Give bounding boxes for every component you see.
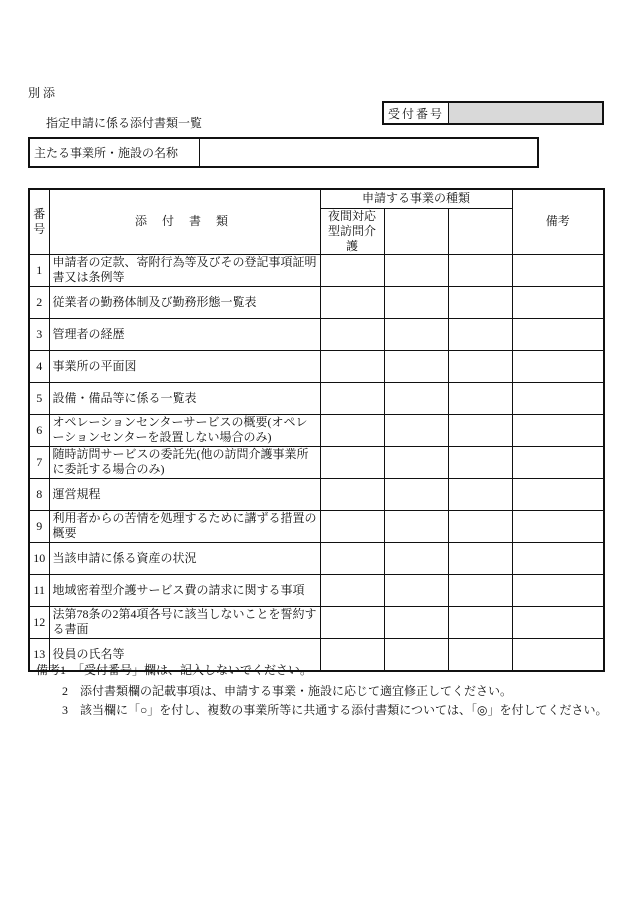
row-check-1[interactable] — [320, 478, 384, 510]
facility-name-label: 主たる事業所・施設の名称 — [30, 139, 200, 166]
row-check-2[interactable] — [384, 542, 448, 574]
reception-number-field[interactable] — [449, 103, 602, 123]
table-row — [29, 446, 604, 478]
row-check-1[interactable] — [320, 574, 384, 606]
row-number: 8 — [29, 478, 49, 510]
row-number: 12 — [29, 606, 49, 638]
row-check-1[interactable] — [320, 606, 384, 638]
row-check-3[interactable] — [448, 638, 512, 671]
header-remarks: 備考 — [512, 189, 604, 254]
attachment-label: 別 添 — [28, 86, 56, 100]
row-document: 随時訪問サービスの委託先(他の訪問介護事業所に委託する場合のみ) — [49, 446, 320, 478]
table-row — [29, 414, 604, 446]
row-check-2[interactable] — [384, 638, 448, 671]
row-document: 法第78条の2第4項各号に該当しないことを誓約する書面 — [49, 606, 320, 638]
table-row — [29, 542, 604, 574]
row-document: 当該申請に係る資産の状況 — [49, 542, 320, 574]
row-document: 地域密着型介護サービス費の請求に関する事項 — [49, 574, 320, 606]
table-row — [29, 510, 604, 542]
row-remarks[interactable] — [512, 286, 604, 318]
attachments-table — [28, 188, 605, 672]
row-number: 2 — [29, 286, 49, 318]
row-check-1[interactable] — [320, 318, 384, 350]
table-row — [29, 574, 604, 606]
row-check-2[interactable] — [384, 318, 448, 350]
row-check-3[interactable] — [448, 574, 512, 606]
row-check-1[interactable] — [320, 638, 384, 671]
row-document: 運営規程 — [49, 478, 320, 510]
row-remarks[interactable] — [512, 574, 604, 606]
row-remarks[interactable] — [512, 478, 604, 510]
row-check-2[interactable] — [384, 414, 448, 446]
note-1: 備考1 「受付番号」欄は、記入しないでください。 — [36, 663, 313, 677]
row-number: 1 — [29, 254, 49, 286]
row-number: 3 — [29, 318, 49, 350]
header-service-types: 申請する事業の種類 — [320, 189, 512, 208]
table-row — [29, 286, 604, 318]
row-check-1[interactable] — [320, 254, 384, 286]
row-number: 9 — [29, 510, 49, 542]
row-check-3[interactable] — [448, 350, 512, 382]
row-check-2[interactable] — [384, 286, 448, 318]
row-document: 管理者の経歴 — [49, 318, 320, 350]
row-check-3[interactable] — [448, 510, 512, 542]
row-check-1[interactable] — [320, 414, 384, 446]
row-remarks[interactable] — [512, 382, 604, 414]
reception-number-box — [382, 101, 604, 125]
row-number: 5 — [29, 382, 49, 414]
facility-name-field[interactable] — [200, 139, 537, 166]
row-number: 13 — [29, 638, 49, 671]
row-check-3[interactable] — [448, 318, 512, 350]
row-remarks[interactable] — [512, 638, 604, 671]
table-row — [29, 318, 604, 350]
header-documents: 添 付 書 類 — [49, 189, 320, 254]
table-row — [29, 350, 604, 382]
row-document: 利用者からの苦情を処理するために講ずる措置の概要 — [49, 510, 320, 542]
row-check-2[interactable] — [384, 478, 448, 510]
row-remarks[interactable] — [512, 254, 604, 286]
table-row — [29, 606, 604, 638]
row-remarks[interactable] — [512, 606, 604, 638]
row-check-3[interactable] — [448, 542, 512, 574]
row-check-3[interactable] — [448, 382, 512, 414]
row-check-1[interactable] — [320, 350, 384, 382]
row-remarks[interactable] — [512, 510, 604, 542]
row-check-3[interactable] — [448, 478, 512, 510]
reception-number-label: 受付番号 — [384, 103, 449, 123]
row-document: 申請者の定款、寄附行為等及びその登記事項証明書又は条例等 — [49, 254, 320, 286]
row-number: 4 — [29, 350, 49, 382]
note-2: 2 添付書類欄の記載事項は、申請する事業・施設に応じて適宜修正してください。 — [62, 684, 513, 698]
row-check-2[interactable] — [384, 510, 448, 542]
row-check-3[interactable] — [448, 606, 512, 638]
header-service-type-2[interactable] — [384, 208, 448, 254]
row-number: 11 — [29, 574, 49, 606]
header-service-type-1: 夜間対応型訪問介護 — [320, 208, 384, 254]
row-check-3[interactable] — [448, 286, 512, 318]
row-remarks[interactable] — [512, 350, 604, 382]
row-document: オペレーションセンターサービスの概要(オペレーションセンターを設置しない場合のみ) — [49, 414, 320, 446]
row-check-3[interactable] — [448, 446, 512, 478]
row-check-1[interactable] — [320, 542, 384, 574]
row-remarks[interactable] — [512, 542, 604, 574]
table-row — [29, 254, 604, 286]
row-check-1[interactable] — [320, 510, 384, 542]
row-remarks[interactable] — [512, 446, 604, 478]
row-check-2[interactable] — [384, 382, 448, 414]
row-check-2[interactable] — [384, 574, 448, 606]
row-check-1[interactable] — [320, 382, 384, 414]
row-check-3[interactable] — [448, 414, 512, 446]
row-document: 事業所の平面図 — [49, 350, 320, 382]
header-service-type-3[interactable] — [448, 208, 512, 254]
row-check-2[interactable] — [384, 606, 448, 638]
row-number: 6 — [29, 414, 49, 446]
row-number: 10 — [29, 542, 49, 574]
row-check-3[interactable] — [448, 254, 512, 286]
row-document: 役員の氏名等 — [49, 638, 320, 671]
row-check-1[interactable] — [320, 286, 384, 318]
row-check-2[interactable] — [384, 350, 448, 382]
row-document: 従業者の勤務体制及び勤務形態一覧表 — [49, 286, 320, 318]
note-3: 3 該当欄に「○」を付し、複数の事業所等に共通する添付書類については、「◎」を付してください。 — [62, 703, 608, 717]
row-remarks[interactable] — [512, 318, 604, 350]
row-check-2[interactable] — [384, 446, 448, 478]
row-check-1[interactable] — [320, 446, 384, 478]
row-check-2[interactable] — [384, 254, 448, 286]
row-number: 7 — [29, 446, 49, 478]
table-row — [29, 478, 604, 510]
row-remarks[interactable] — [512, 414, 604, 446]
header-number: 番号 — [29, 189, 49, 254]
document-title: 指定申請に係る添付書類一覧 — [46, 116, 203, 130]
table-row — [29, 382, 604, 414]
row-document: 設備・備品等に係る一覧表 — [49, 382, 320, 414]
facility-name-box — [28, 137, 539, 168]
